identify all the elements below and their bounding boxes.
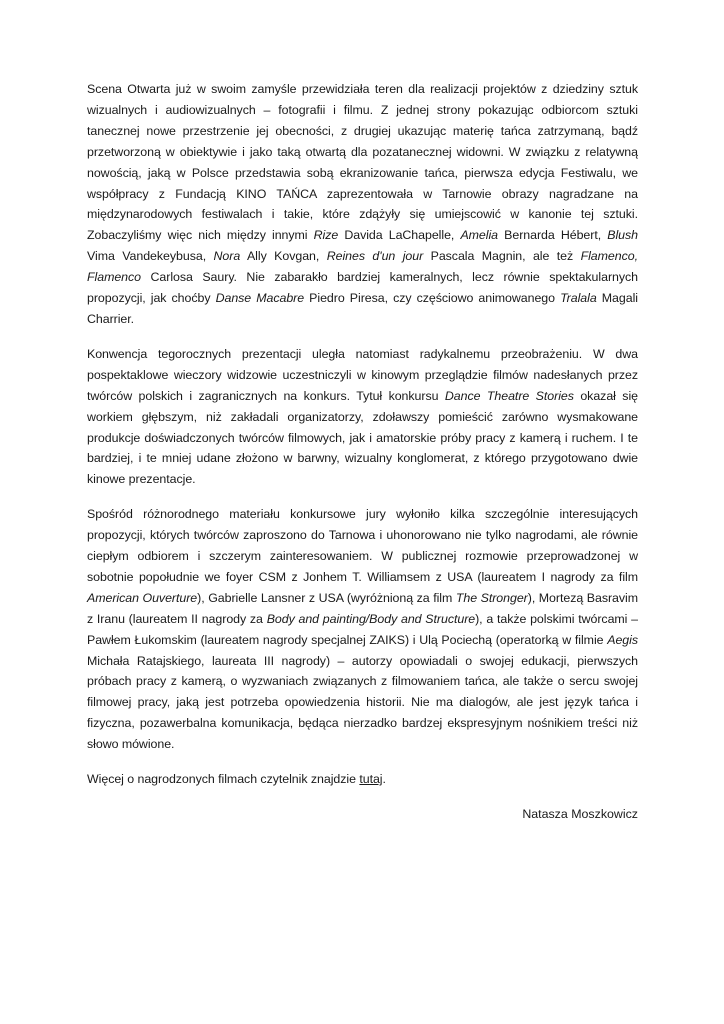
text-segment: Bernarda Hébert, [498, 228, 608, 243]
italic-title: Dance Theatre Stories [444, 388, 574, 403]
text-segment: ), a także polskimi twórcami – Pawłem Łukomskim (laureatem nagrody specjalnej ZAIKS) i Ulą Pociechą (operatorką w filmie [87, 611, 638, 647]
italic-title: Amelia [460, 228, 499, 243]
text-segment: Piedro Piresa, czy częściowo animowanego [304, 291, 561, 306]
text-segment: Davida LaChapelle, [338, 228, 461, 243]
text-segment: Michała Ratajskiego, laureata III nagrody) – autorzy opowiadali o swojej edukacji, pierwszych próbach pracy z kamerą, o wyzwaniach związanych z filmowaniem tańca, ale także o sercu swojej filmowej pracy, jaką jest potrzeba opowiedzenia historii. Nie ma dialogów, ale jest język tańca i fizyczna, pozawerbalna komunikacja, będąca nierzadko bardzej ekspresyjnym nośnikiem treści niż słowo mówione. [87, 653, 638, 752]
more-info-line [87, 769, 638, 790]
article [87, 79, 638, 825]
more-info-suffix: . [382, 772, 386, 787]
italic-title: The Stronger [455, 590, 528, 605]
text-segment: Ally Kovgan, [240, 249, 327, 264]
text-segment: Konwencja tegorocznych prezentacji uległa natomiast radykalnemu przeobrażeniu. W dwa pospektaklowe wieczory widzowie uczestniczyli w kinowym przeglądzie filmów nadesłanych przez twórców polskich i zagranicznych na konkurs. Tytuł konkursu [87, 346, 638, 403]
paragraph-2 [87, 344, 638, 490]
text-segment: Vima Vandekeybusa, [87, 249, 214, 264]
italic-title: American Ouverture [87, 590, 198, 605]
italic-title: Danse Macabre [215, 291, 305, 306]
more-info-link[interactable]: tutaj [359, 772, 383, 787]
text-segment: ), Mortezą Basravim z Iranu (laureatem II nagrody za [87, 590, 639, 626]
more-info-prefix: Więcej o nagrodzonych filmach czytelnik znajdzie [87, 772, 360, 787]
text-segment: okazał się workiem głębszym, niż zakładali organizatorzy, zdoławszy pomieścić zarówno wysmakowane produkcje doświadczonych twórców filmowych, jak i amatorskie próby pracy z kamerą i ruchem. I te bardziej, i te mniej udane złożono w barwny, wizualny konglomerat, z którego przygotowano dwie kinowe prezentacje. [87, 388, 638, 487]
text-segment: Magali Charrier. [87, 291, 638, 326]
italic-title: Aegis [607, 632, 638, 647]
text-segment: Scena Otwarta już w swoim zamyśle przewidziała teren dla realizacji projektów z dziedziny sztuk wizualnych i audiowizualnych – fotografii i filmu. Z jednej strony pokazując odbiorcom sztuki tanecznej nowe przestrzenie jej obecności, z drugiej ukazując materię tańca zatrzymaną, bądź przetworzoną w obiektywie i jako taką otwartą dla pozatanecznej widowni. W związku z relatywną nowością, jaką w Polsce przedstawia sobą ekranizowanie tańca, pierwsza edycja Festiwalu, we współpracy z Fundacją KINO TAŃCA zaprezentowała w Tarnowie obrazy nagradzane na międzynarodowych festiwalach i takie, które zdążyły się umiejscowić w kanonie tej sztuki. Zobaczyliśmy więc nich między innymi [87, 82, 638, 243]
italic-title: Reines d'un jour [326, 249, 424, 264]
italic-title: Nora [213, 249, 241, 264]
text-segment: Pascala Magnin, ale też [423, 249, 581, 264]
italic-title: Body and painting/Body and Structure [266, 611, 476, 626]
paragraph-1 [87, 79, 638, 330]
article-body [87, 79, 638, 755]
italic-title: Blush [607, 228, 638, 243]
text-segment: Carlosa Saury. Nie zabarakło bardziej kameralnych, lecz równie spektakularnych propozycji, jak choćby [87, 270, 638, 306]
italic-title: Flamenco, Flamenco [87, 249, 638, 285]
text-segment: Spośród różnorodnego materiału konkursowe jury wyłoniło kilka szczególnie interesujących propozycji, których twórców zaproszono do Tarnowa i uhonorowano nie tylko nagrodami, ale równie ciepłym odbiorem i szczerym zainteresowaniem. W publicznej rozmowie przeprowadzonej w sobotnie popołudnie we foyer CSM z Jonhem T. Williamsem z USA (laureatem I nagrody za film [87, 507, 638, 584]
author-signature: Natasza Moszkowicz [522, 807, 638, 821]
italic-title: Rize [313, 228, 339, 243]
paragraph-3 [87, 504, 638, 755]
italic-title: Tralala [560, 291, 597, 306]
text-segment: ), Gabrielle Lansner z USA (wyróżnioną za film [197, 590, 456, 605]
